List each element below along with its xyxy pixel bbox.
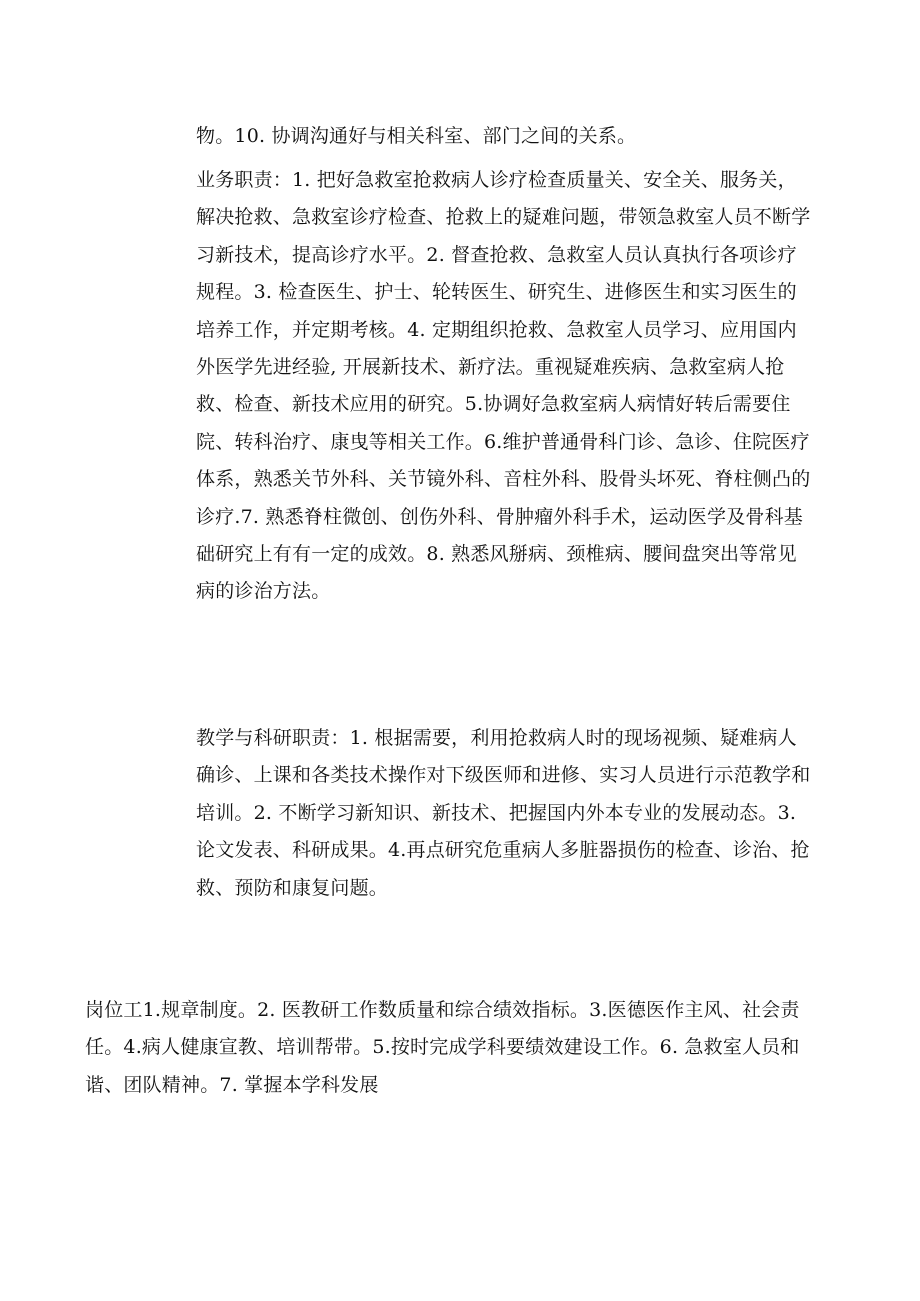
paragraph-business-duties: 业务职责：1. 把好急救室抢救病人诊疗检查质量关、安全关、服务关，解决抢救、急救室诊疗检查、抢救上的疑难问题，带领急救室人员不断学习新技术，提高诊疗水平。2. 督查抢救、急救室人员认真执行各项诊疗规程。3. 检查医生、护士、轮转医生、研究生、进修医生和实习医生的培养工作，并定期考核。4. 定期组织抢救、急救室人员学习、应用国内外医学先进经验, 开展新技术、新疗法。重视疑难疾病、急救室病人抢救、检查、新技术应用的研究。5.协调好急救室病人病情好转后需要住院、转科治疗、康曳等相关工作。6.维护普通骨科门诊、急诊、住院医疗体系，熟悉关节外科、关节镜外科、音柱外科、股骨头坏死、脊柱侧凸的诊疗.7. 熟悉脊柱微创、创伤外科、骨肿瘤外科手术，运动医学及骨科基础研究上有有一定的成效。8. 熟悉风掰病、颈椎病、腰间盘突出等常见病的诊治方法。 [196,169,811,603]
paragraph-teaching-research-duties: 教学与科研职责：1. 根据需要，利用抢救病人时的现场视频、疑难病人确诊、上课和各类技术操作对下级医师和进修、实习人员进行示范教学和培训。2. 不断学习新知识、新技术、把握国内外本专业的发展动态。3. 论文发表、科研成果。4.再点研究危重病人多脏器损伤的检查、诊治、抢救、预防和康复问题。 [196,727,811,899]
paragraph-coordination: 物。10. 协调沟通好与相关科室、部门之间的关系。 [196,125,637,147]
paragraph-post-work: 岗位工1.规章制度。2. 医教研工作数质量和综合绩效指标。3.医德医作主风、社会责任。4.病人健康宣教、培训帮带。5.按时完成学科要绩效建设工作。6. 急救室人员和谐、团队精神。7. 掌握本学科发展 [85,999,800,1096]
